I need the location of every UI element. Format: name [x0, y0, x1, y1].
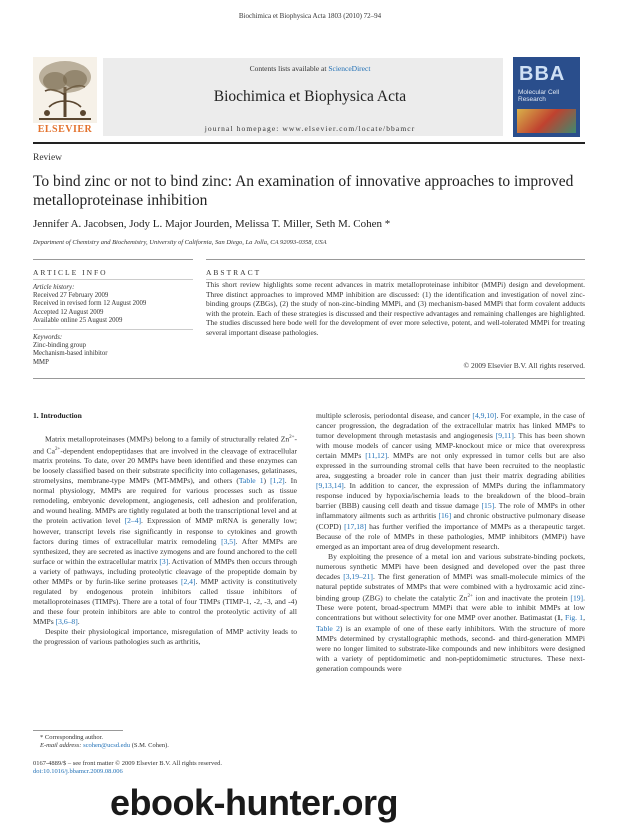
- affiliation: Department of Chemistry and Biochemistry, University of California, San Diego, La Jolla, CA 92093-0358, USA: [33, 239, 327, 246]
- abstract-text: This short review highlights some recent advances in matrix metalloproteinase inhibitor (MMPi) design and development. Three distinct approaches to improved MMP inhibition are discussed: (1) the identification and investigation of novel zinc-binding groups (ZBGs), (2) the study of non-zinc-binding MMPi, and (3) mechanism-based MMPi that form covalent adducts with the protein. Each of these strategies is discussed and their respective advantages and remaining challenges are highlighted. The studies discussed here bode well for the development of ever more selective, potent, and well-tolerated MMPi for treating several important disease pathologies.: [206, 280, 585, 337]
- watermark-text: ebook-hunter.org: [110, 782, 398, 823]
- author-email-link[interactable]: scohen@ucsd.edu: [83, 742, 131, 749]
- citation-link[interactable]: [3,19–21]: [343, 571, 373, 581]
- journal-title: Biochimica et Biophysica Acta: [213, 88, 407, 105]
- journal-homepage[interactable]: journal homepage: www.elsevier.com/locate/bbamcr: [204, 124, 416, 133]
- citation-link[interactable]: [17,18]: [344, 521, 367, 531]
- doi-link[interactable]: doi:10.1016/j.bbamcr.2009.08.006: [33, 768, 123, 775]
- article-info-heading: ARTICLE INFO: [33, 268, 108, 277]
- contents-prefix: Contents lists available at: [249, 64, 327, 73]
- history-item: Accepted 12 August 2009: [33, 308, 104, 316]
- citation-link[interactable]: [9,13,14]: [316, 481, 344, 491]
- abstract-bottom-rule: [33, 378, 585, 379]
- issn-doi-block: [33, 760, 333, 776]
- journal-cover-image: [513, 57, 580, 137]
- elsevier-wordmark: ELSEVIER: [37, 124, 93, 135]
- table-1-link[interactable]: Table 1: [238, 476, 264, 486]
- cover-artwork: [517, 109, 576, 133]
- citation-link[interactable]: [15]: [481, 501, 495, 511]
- article-type: Review: [33, 153, 63, 163]
- email-line: E-mail address: scohen@ucsd.edu (S.M. Cohen).: [40, 742, 169, 749]
- cover-title: BBA: [519, 63, 566, 85]
- history-item: Received in revised form 12 August 2009: [33, 300, 147, 308]
- citation-link[interactable]: [2–4]: [124, 516, 142, 526]
- citation-link[interactable]: [4,9,10]: [472, 411, 497, 420]
- issn-line: 0167-4889/$ – see front matter © 2009 Elsevier B.V. All rights reserved.: [33, 760, 222, 767]
- sciencedirect-link[interactable]: ScienceDirect: [328, 64, 371, 73]
- header-rule: [33, 142, 585, 144]
- abstract-heading: ABSTRACT: [206, 268, 262, 277]
- body-left-column: [33, 411, 297, 647]
- body-right-column: [316, 411, 585, 674]
- abstract-copyright: © 2009 Elsevier B.V. All rights reserved.: [463, 361, 585, 370]
- cover-subtitle: Molecular Cell Research: [518, 89, 560, 103]
- section-heading: 1. Introduction: [33, 411, 82, 420]
- figure-1-link[interactable]: Fig. 1: [565, 613, 584, 623]
- footnote-rule: [33, 730, 123, 731]
- keyword-item: Mechanism-based inhibitor: [33, 350, 108, 358]
- citation-link[interactable]: [1,2]: [270, 476, 285, 486]
- info-top-rule: [33, 259, 193, 260]
- history-label: Article history:: [33, 284, 75, 291]
- citation-link[interactable]: [9,11]: [495, 431, 514, 441]
- paper-title: To bind zinc or not to bind zinc: An examination of innovative approaches to improved metalloproteinase inhibition: [33, 173, 574, 209]
- keywords-label: Keywords:: [33, 334, 63, 341]
- corresponding-label: * Corresponding author.: [40, 734, 104, 741]
- citation-link[interactable]: [3]: [159, 556, 169, 566]
- intro-paragraph: multiple sclerosis, periodontal disease, and cancer [4,9,10]. For example, in the case of cancer progression, the degradation of the extracellular matrix has linked MMPs to tumor development through metastasis and angiogenesis [9,11]. This has been shown with mouse models of cancer using MMP-knockout mice or mice that overexpress certain MMPs [11,12]. MMPs are not only expressed in tumor cells but are also expressed in the surrounding stromal cells that have been recruited to the neoplastic area, suggesting a broader role in cancer than just their matrix degrading abilities [9,13,14]. In addition to cancer, the expression of MMPs during the inflammatory response induced by hypoxia/ischemia leads to the breakdown of the blood–brain barrier (BBB) causing cell death and tissue damage [15]. The role of MMPs in other inflammatory ailments such as arthritis [16] and chronic obstructive pulmonary disease (COPD) [17,18] has further verified the importance of MMPs as a therapeutic target. Because of the role of MMPs in these pathologies, MMP inhibitors (MMPi) have emerged as an important area of drug development research.: [316, 411, 585, 551]
- article-history: [33, 284, 193, 325]
- running-head: Biochimica et Biophysica Acta 1803 (2010) 72–94: [238, 12, 382, 20]
- citation-link[interactable]: [11,12]: [365, 451, 388, 461]
- corresponding-author-note: [40, 734, 290, 750]
- history-item: Received 27 February 2009: [33, 292, 109, 300]
- citation-link[interactable]: [3,6–8]: [55, 616, 78, 626]
- history-item: Available online 25 August 2009: [33, 316, 123, 324]
- intro-paragraph: Matrix metalloproteinases (MMPs) belong to a family of structurally related $Zn^{2+}-$ and $Ca^{2+}$-dependent endopeptidases that are involved in the cleavage of extracellular matrix proteins. To date, over 20 MMPs have been identified and these enzymes can be loosely classified based on their substrate specificity into collagenases, gelatinases, stromelysins, membrane-type MMPs (MT-MMPs), and others (Table 1) [1,2]. In normal physiology, MMPs are required for various processes such as tissue remodeling, embryonic development, angiogenesis, cell adhesion and proliferation, and wound healing. MMPs are tightly regulated at both the transcriptional level and at the protein activation level [2–4]. Expression of MMP mRNA is generally low; however, transcript levels rise significantly in response to cytokines and growth factors during times of extracellular matrix remodeling [3,5]. After MMPs are synthesized, they are secreted as inactive zymogens and are found anchored to the cell surface or within the extracellular matrix [3]. Activation of MMPs then occurs through a variety of pathways, including proteolytic cleavage of the propeptide domain by other MMPs or by furin-like serine proteases [2,4]. MMP activity is constitutively regulated by endogenous protein inhibitors called tissue inhibitors of metalloproteinases (TIMPs). There are a total of four TIMPs (TIMP-1, -2, -3, and -4) and these four protein inhibitors are able to control the proteolytic activity of all MMPs [3,6–8].: [33, 434, 298, 626]
- keyword-item: Zinc-binding group: [33, 342, 87, 350]
- abstract-top-rule: [206, 259, 585, 260]
- citation-link[interactable]: [19]: [570, 593, 584, 603]
- citation-link[interactable]: [2,4]: [180, 576, 196, 586]
- citation-link[interactable]: [16]: [438, 511, 452, 521]
- intro-paragraph: Despite their physiological importance, misregulation of MMP activity leads to the progression of various pathologies such as arthritis,: [33, 627, 297, 647]
- keywords-block: [33, 334, 193, 367]
- info-sub-rule: [33, 279, 193, 280]
- intro-paragraph: By exploiting the presence of a metal ion and various substrate-binding pockets, numerous synthetic MMPi have been designed and developed over the past three decades [3,19–21]. The first generation of MMPi was small-molecule mimics of the natural peptide substrates of MMPs that were combined with a hydroxamic acid zinc-binding group (ZBG) to chelate the catalytic $Zn^{2+}$ ion and inactivate the protein [19]. These were potent, broad-spectrum MMPi that were able to inhibit MMPs at low concentrations but without selectivity for one MMP over another. Batimastat (1, Fig. 1, Table 2) is an example of one of these early inhibitors. With the structure of more MMPs determined by crystallographic methods, second- and third-generation MMPi were no longer limited to substrate-like compounds and new inhibitors were designed with a variety of peptidomimetic and non-peptidomimetic structures. These next-generation compounds were: [316, 551, 586, 673]
- author-list: Jennifer A. Jacobsen, Jody L. Major Jourden, Melissa T. Miller, Seth M. Cohen *: [33, 218, 391, 230]
- info-divider: [33, 329, 193, 330]
- citation-link[interactable]: [3,5]: [221, 536, 236, 546]
- table-2-link[interactable]: Table 2: [316, 623, 340, 633]
- keyword-item: MMP: [33, 358, 49, 366]
